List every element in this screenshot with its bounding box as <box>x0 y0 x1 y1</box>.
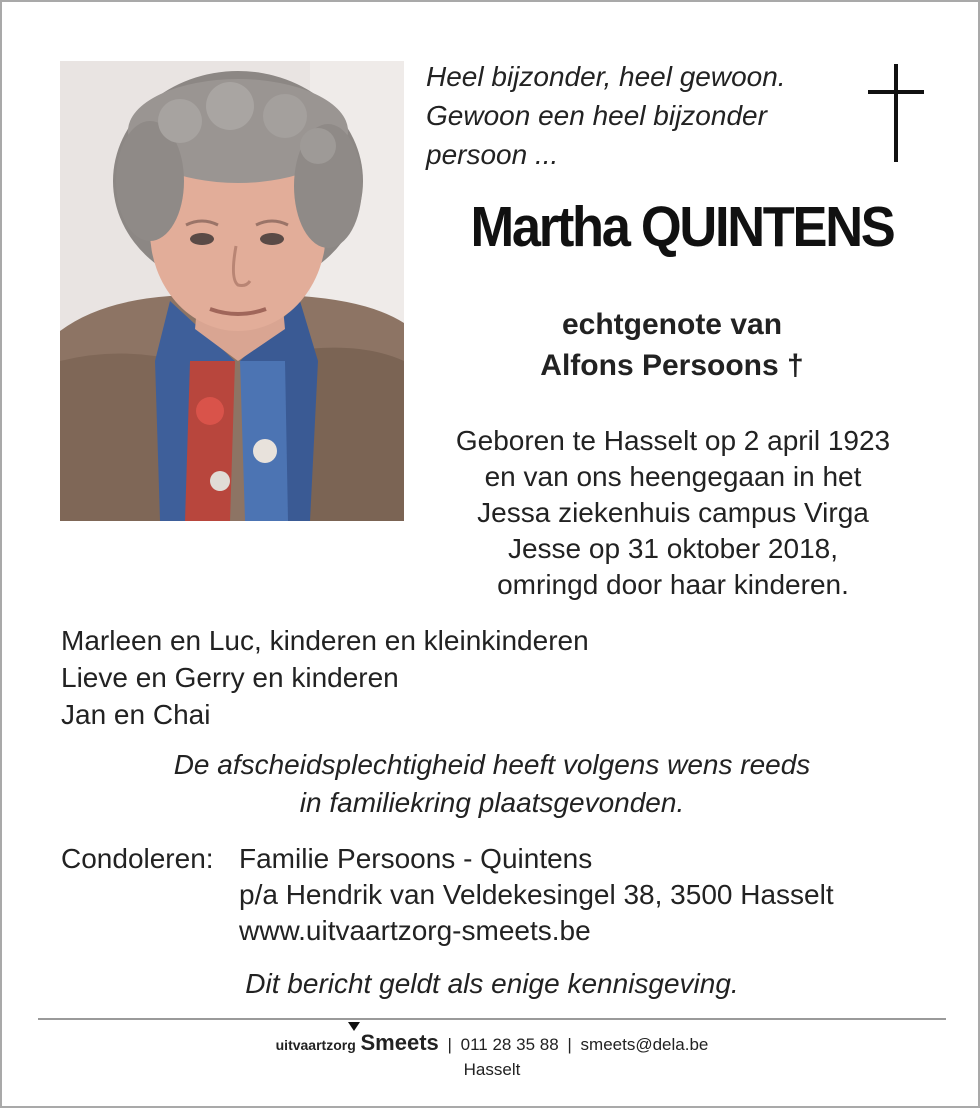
condolences-label: Condoleren: <box>61 843 214 874</box>
birth-death-info <box>418 423 928 603</box>
cross-icon <box>868 64 924 162</box>
condolences-family: Familie Persoons - Quintens <box>239 843 593 874</box>
portrait-photo <box>60 61 404 521</box>
quote-line: Gewoon een heel bijzonder <box>426 100 767 131</box>
ceremony-line: De afscheidsplechtigheid heeft volgens wens reeds <box>173 749 811 780</box>
condolences-website: www.uitvaartzorg-smeets.be <box>239 915 591 946</box>
opening-quote <box>426 57 846 174</box>
quote-line: Heel bijzonder, heel gewoon. <box>426 61 786 92</box>
family-member: Lieve en Gerry en kinderen <box>61 662 399 693</box>
email-address: smeets@dela.be <box>580 1035 709 1054</box>
notice-text: Dit bericht geldt als enige kennisgeving. <box>245 968 739 999</box>
condolences-address: p/a Hendrik van Veldekesingel 38, 3500 Hasselt <box>239 879 834 910</box>
birth-line: Geboren te Hasselt op 2 april 1923 <box>455 425 891 456</box>
family-member: Jan en Chai <box>61 699 211 730</box>
family-list <box>61 622 761 733</box>
separator: | <box>447 1035 452 1054</box>
ceremony-note <box>42 746 942 822</box>
death-line: omringd door haar kinderen. <box>497 569 849 600</box>
deceased-name: Martha QUINTENS <box>470 195 894 259</box>
spouse-info <box>422 304 922 386</box>
ceremony-line: in familiekring plaatsgevonden. <box>299 787 685 818</box>
separator: | <box>567 1035 572 1054</box>
quote-line: persoon ... <box>426 139 559 170</box>
spouse-name: Alfons Persoons † <box>540 349 804 382</box>
brand-triangle-icon <box>348 1022 360 1031</box>
funeral-home-footer <box>202 1030 782 1080</box>
death-line: Jesse op 31 oktober 2018, <box>507 533 838 564</box>
brand-name <box>360 1030 438 1055</box>
death-line: Jessa ziekenhuis campus Virga <box>477 497 869 528</box>
family-member: Marleen en Luc, kinderen en kleinkinderen <box>61 625 589 656</box>
phone-number: 011 28 35 88 <box>460 1035 559 1054</box>
footer-city: Hasselt <box>463 1060 521 1079</box>
brand-name-text: Smeets <box>360 1030 439 1055</box>
brand-prefix: uitvaartzorg <box>275 1037 356 1053</box>
death-line: en van ons heengegaan in het <box>484 461 862 492</box>
footer-divider <box>38 1018 946 1020</box>
spouse-relation: echtgenote van <box>561 308 783 341</box>
